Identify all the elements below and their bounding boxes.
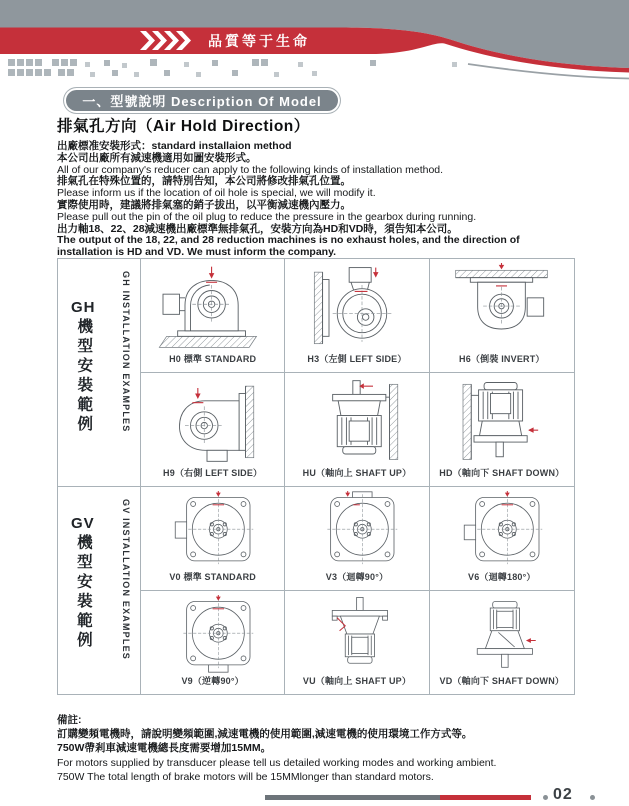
section-title-text: 一、型號說明 Description Of Model [82,94,322,109]
diagram-h9-right-side [152,377,273,465]
cell-vd [430,591,574,695]
gv-code: GV [71,515,95,532]
air-vent-marker [528,427,538,433]
cell-caption: V6（迴轉180°） [468,571,536,582]
table-section-gv [58,487,574,694]
diagram-h0-standard [152,263,273,351]
diagram-v9-reverse-90 [159,595,266,673]
intro-line: 實際使用時，建議將排氣塞的銷子拔出，以平衡減速機內壓力。 [57,198,351,211]
intro-line: 出力軸18、22、28減速機出廠標準無排氣孔，安裝方向為HD和VD時，須告知本公司。 [57,222,458,235]
cell-hu [285,373,429,487]
cell-caption: VD（軸向下 SHAFT DOWN） [439,676,565,686]
cell-v0 [141,487,285,591]
notes-block [57,714,579,785]
cell-caption: HD（軸向下 SHAFT DOWN） [439,468,565,478]
intro-line: All of our company's reducer can apply to the following kinds of installation method. [57,163,444,176]
cell-caption: V9（逆轉90°） [181,676,244,686]
gh-cells [141,259,574,486]
footer-dot [543,795,548,800]
gv-cjk-title [71,515,95,651]
intro-line: 排氣孔在特殊位置的，請特別告知，本公司將修改排氣孔位置。 [57,175,351,188]
section-title-pill [64,88,340,113]
air-vent-marker [206,267,217,283]
diagram-h3-left-side [296,263,417,351]
cell-h6 [430,259,574,373]
footer-dot [590,795,595,800]
diagram-v3-rotate-90 [303,491,410,569]
cell-hd [430,373,574,487]
pixel-mosaic-decoration [8,59,457,77]
gv-cells [141,487,574,694]
diagram-v0-standard [159,491,266,569]
cell-caption: H0 標準 STANDARD [169,353,257,364]
cell-caption: HU（軸向上 SHAFT UP） [302,468,412,478]
cell-caption: VU（軸向上 SHAFT UP） [302,676,412,686]
gv-en-title: GV INSTALLATION EXAMPLES [121,499,131,660]
intro-line: Please inform us if the location of oil hole is special, we will modify it. [57,187,376,200]
footer-gray-bar [265,795,440,800]
diagram-hd-shaft-down [441,377,562,465]
cell-vu [285,591,429,695]
gv-cjk-chars: 機型安裝範例 [74,534,92,651]
intro-line: 出廠標准安裝形式：standard installaion method [57,140,292,152]
intro-line: 本公司出廠所有減速機適用如圖安裝形式。 [57,151,257,164]
notes-line: 750W帶剎車減速電機總長度需要增加15MM。 [57,742,272,755]
intro-block [57,114,577,259]
cell-h0 [141,259,285,373]
cell-caption: H6（倒裝 INVERT） [459,353,545,364]
notes-label: 備註: [57,714,82,726]
footer-red-bar [440,795,531,800]
diagram-hu-shaft-up [296,377,417,465]
cell-caption: H3（左側 LEFT SIDE） [307,353,407,364]
air-vent-marker [360,383,374,389]
cell-caption: V0 標準 STANDARD [169,571,256,582]
diagram-h6-invert [441,263,562,351]
diagram-v6-rotate-180 [448,491,555,569]
cell-v6 [430,487,574,591]
diagram-vd-shaft-down [448,595,555,673]
air-vent-marker [526,638,536,643]
notes-line: 訂購變頻電機時，請說明變頻範圍,減速電機的使用範圍,減速電機的使用環境工作方式等。 [57,728,473,741]
intro-heading: 排氣孔方向（Air Hold Direction） [57,118,310,135]
installation-table [57,258,575,695]
page-number: 02 [553,786,573,803]
cell-v9 [141,591,285,695]
cell-v3 [285,487,429,591]
cell-caption: V3（迴轉90°） [325,571,389,582]
cell-caption: H9（右側 LEFT SIDE） [163,468,263,478]
gh-cjk-title [71,299,96,435]
intro-line: The output of the 18, 22, and 28 reduction machines is no exhaust holes, and the direction of installation is HD and VD. We must inform the company. [57,234,520,259]
gh-en-title: GH INSTALLATION EXAMPLES [121,271,131,433]
gh-section-header [58,259,141,486]
header-banner [0,0,629,86]
air-vent-marker [192,388,203,403]
gh-code: GH [71,299,96,316]
cell-h3 [285,259,429,373]
diagram-vu-shaft-up [303,595,410,673]
gh-cjk-chars: 機型安裝範例 [75,318,93,435]
gv-section-header [58,487,141,694]
intro-line: Please pull out the pin of the oil plug to reduce the pressure in the gearbox during running. [57,210,477,223]
notes-line: 750W The total length of brake motors will be 15MMlonger than standard motors. [57,770,434,783]
banner-slogan: 品質等于生命 [208,33,310,49]
cell-h9 [141,373,285,487]
table-section-gh [58,259,574,487]
notes-line: For motors supplied by transducer please tell us detailed working modes and working ambient. [57,756,497,769]
